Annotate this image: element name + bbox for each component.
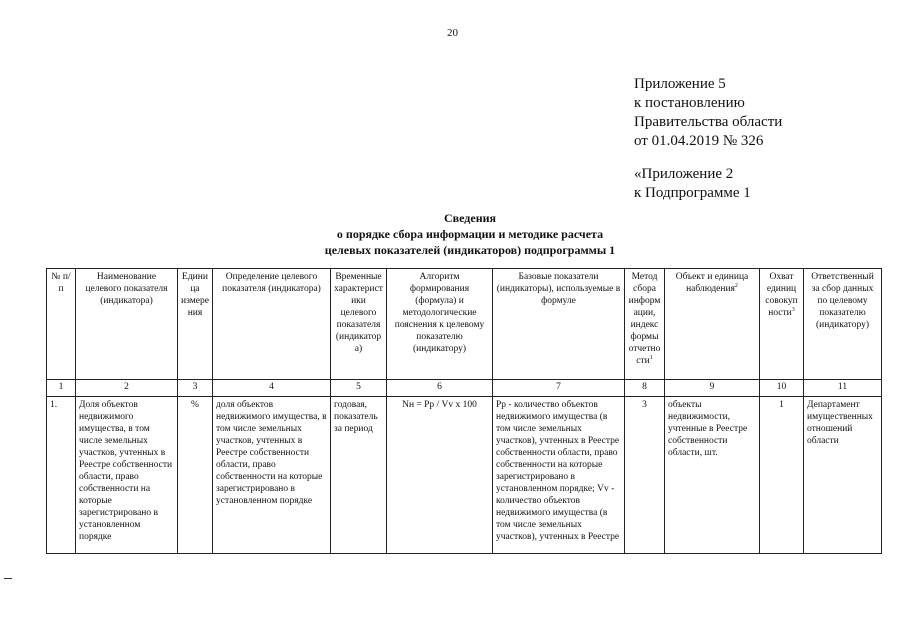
table-cell: доля объектов недвижимого имущества, в том числе земельных участков, учтенных в Реестре собственности области, право собственности на которые зарегистрировано в установленном порядке <box>213 397 331 554</box>
appendix-line: Правительства области <box>634 114 783 130</box>
table-cell: годовая, показатель за период <box>331 397 387 554</box>
column-number-cell: 2 <box>76 380 178 397</box>
table-cell: % <box>178 397 213 554</box>
title-line: целевых показателей (индикаторов) подпрограммы 1 <box>324 243 616 257</box>
column-number-cell: 7 <box>493 380 625 397</box>
column-number-cell: 9 <box>665 380 760 397</box>
appendix-line: Приложение 5 <box>634 76 726 92</box>
sub-appendix-line: «Приложение 2 <box>634 166 734 182</box>
table-cell: 3 <box>625 397 665 554</box>
header-cell: Метод сбора информации, индекс формы отчетности$^1$ <box>625 269 665 380</box>
sub-appendix-line: к Подпрограмме 1 <box>634 185 751 201</box>
margin-mark <box>4 578 12 579</box>
table-cell: Департамент имущественных отношений области <box>804 397 882 554</box>
indicators-table <box>46 268 882 554</box>
appendix-block <box>634 75 782 203</box>
column-number-cell: 8 <box>625 380 665 397</box>
column-number-cell: 10 <box>760 380 804 397</box>
header-cell: Определение целевого показателя (индикатора) <box>213 269 331 380</box>
table-cell: Доля объектов недвижимого имущества, в том числе земельных участков, учтенных в Реестре собственности области, право собственности на которые зарегистрировано в установленном порядке <box>76 397 178 554</box>
title-line: о порядке сбора информации и методике расчета <box>336 227 604 241</box>
column-number-cell: 5 <box>331 380 387 397</box>
column-number-cell: 6 <box>387 380 493 397</box>
table-header-row <box>47 269 882 380</box>
column-number-cell: 4 <box>213 380 331 397</box>
document-title <box>160 210 780 258</box>
header-cell: Объект и единица наблюдения$^2$ <box>665 269 760 380</box>
table-cell: Pр - количество объектов недвижимого имущества (в том числе земельных участков), учтенных в Реестре собственности области, право собственности на которые зарегистрировано в установленном порядке; Vv - количество объектов недвижимого имущества (в том числе земельных участков), учтенных в Реестре <box>493 397 625 554</box>
table-cell: Nн = Pр / Vv x 100 <box>387 397 493 554</box>
column-number-cell: 11 <box>804 380 882 397</box>
column-number-row <box>47 380 882 397</box>
appendix-line: от 01.04.2019 № 326 <box>634 133 764 149</box>
table-cell: объекты недвижимости, учтенные в Реестре собственности области, шт. <box>665 397 760 554</box>
header-cell: Базовые показатели (индикаторы), используемые в формуле <box>493 269 625 380</box>
header-cell: № п/п <box>47 269 76 380</box>
header-cell: Единица измерения <box>178 269 213 380</box>
header-cell: Наименование целевого показателя (индикатора) <box>76 269 178 380</box>
header-cell: Ответственный за сбор данных по целевому показателю (индикатору) <box>804 269 882 380</box>
title-line: Сведения <box>443 211 497 225</box>
header-cell: Алгоритм формирования (формула) и методологические пояснения к целевому показателю (индикатору) <box>387 269 493 380</box>
table-cell: 1. <box>47 397 76 554</box>
table-cell: 1 <box>760 397 804 554</box>
column-number-cell: 3 <box>178 380 213 397</box>
column-number-cell: 1 <box>47 380 76 397</box>
header-cell: Временные характеристики целевого показателя (индикатора) <box>331 269 387 380</box>
page-number: 20 <box>447 27 458 39</box>
appendix-line: к постановлению <box>634 95 745 111</box>
header-cell: Охват единиц совокупности$^3$ <box>760 269 804 380</box>
table-row <box>47 397 882 554</box>
